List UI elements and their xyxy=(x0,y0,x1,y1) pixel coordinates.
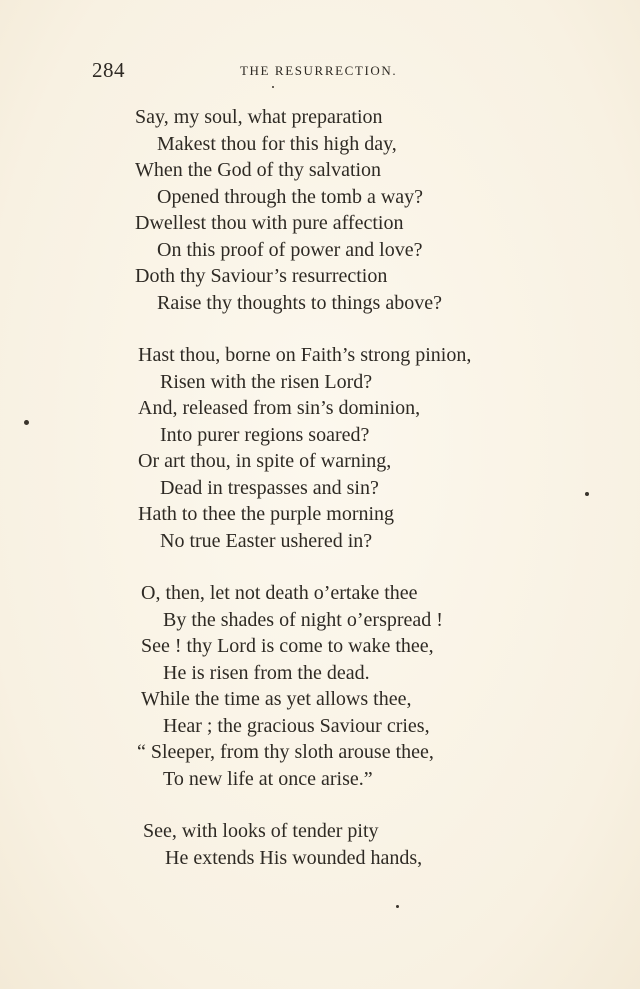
poem-line: He is risen from the dead. xyxy=(163,661,370,684)
poem-line: Raise thy thoughts to things above? xyxy=(157,291,442,314)
stanza-2 xyxy=(0,342,640,554)
poem-line: And, released from sin’s dominion, xyxy=(138,397,421,419)
poem xyxy=(0,104,640,897)
poem-line: O, then, let not death o’ertake thee xyxy=(141,582,418,604)
poem-line: Hear ; the gracious Saviour cries, xyxy=(163,714,430,737)
print-speck xyxy=(585,492,589,496)
poem-line: Risen with the risen Lord? xyxy=(160,370,373,393)
poem-line: Hath to thee the purple morning xyxy=(138,503,395,525)
poem-line: To new life at once arise.” xyxy=(163,767,373,790)
stanza-3 xyxy=(0,580,640,792)
poem-line: Makest thou for this high day, xyxy=(157,132,397,155)
running-title: THE RESURRECTION. xyxy=(240,63,398,78)
poem-line: While the time as yet allows thee, xyxy=(141,688,412,710)
poem-line: Or art thou, in spite of warning, xyxy=(138,450,392,472)
print-speck xyxy=(272,86,274,88)
page-number: 284 xyxy=(92,58,125,82)
poem-line: He extends His wounded hands, xyxy=(165,846,423,869)
poem-line: Say, my soul, what preparation xyxy=(135,106,383,128)
poem-line: Hast thou, borne on Faith’s strong pinion, xyxy=(138,344,472,366)
poem-line: No true Easter ushered in? xyxy=(160,529,373,552)
poem-line: “ Sleeper, from thy sloth arouse thee, xyxy=(137,741,434,763)
poem-line: When the God of thy salvation xyxy=(135,159,382,181)
page-header xyxy=(0,58,640,88)
print-speck xyxy=(24,420,29,425)
poem-line: Doth thy Saviour’s resurrection xyxy=(135,265,388,287)
poem-line: Dead in trespasses and sin? xyxy=(160,476,379,499)
poem-line: See ! thy Lord is come to wake thee, xyxy=(141,635,434,657)
print-speck xyxy=(396,905,399,908)
stanza-4 xyxy=(0,818,640,871)
poem-line: On this proof of power and love? xyxy=(157,238,423,261)
poem-line: By the shades of night o’erspread ! xyxy=(163,608,443,631)
poem-line: Into purer regions soared? xyxy=(160,423,370,446)
poem-line: Dwellest thou with pure affection xyxy=(135,212,404,234)
stanza-1 xyxy=(0,104,640,316)
poem-line: See, with looks of tender pity xyxy=(143,820,379,842)
poem-line: Opened through the tomb a way? xyxy=(157,185,424,208)
